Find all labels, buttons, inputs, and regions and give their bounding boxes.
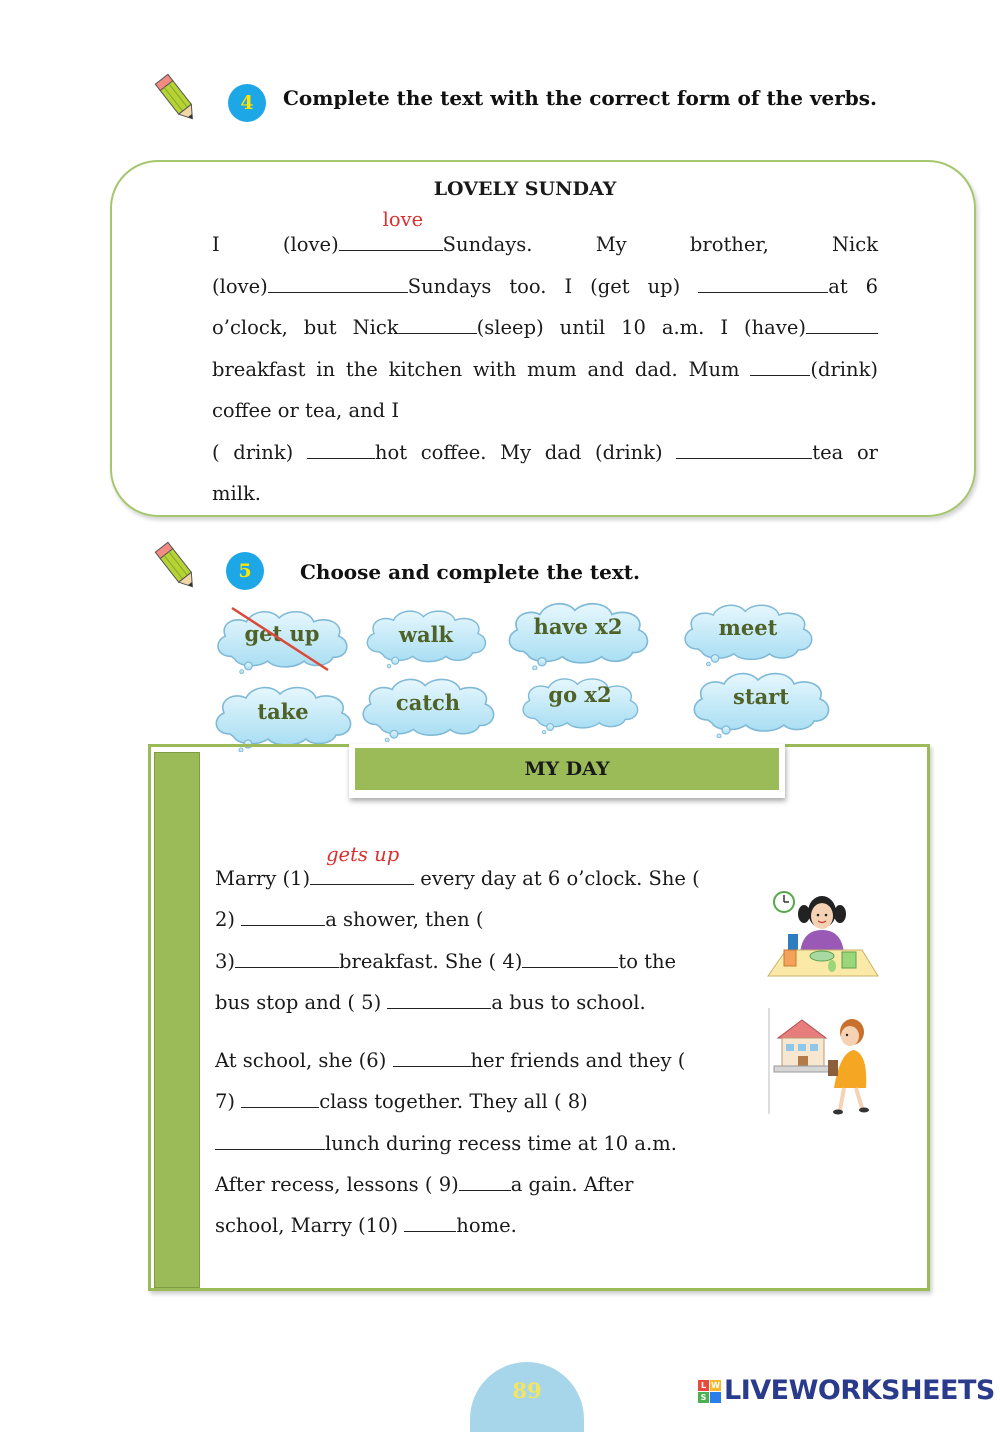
my-day-title-banner — [349, 744, 785, 798]
page-number: 89 — [512, 1378, 542, 1403]
my-day-blank-1[interactable] — [310, 843, 414, 885]
blank-3[interactable] — [698, 274, 828, 293]
word-cloud-go-x2[interactable] — [516, 668, 644, 740]
word-label: meet — [718, 615, 778, 640]
my-day-line-4: bus stop and ( 5) a bus to school. — [215, 990, 646, 1014]
blank-1[interactable] — [339, 208, 443, 251]
my-day-blank-6[interactable] — [393, 1048, 471, 1067]
word-cloud-meet[interactable] — [676, 600, 820, 666]
blank-8[interactable] — [676, 440, 812, 459]
word-cloud-walk[interactable] — [360, 604, 492, 670]
blank-6[interactable] — [750, 357, 810, 376]
text-line-2: (love) Sundays too. I (get up) at 6 — [212, 274, 879, 298]
my-day-line-1: Marry (1) gets up every day at 6 o’clock. She ( — [215, 843, 700, 890]
girl-school-illustration — [768, 1008, 872, 1118]
exercise-5-number: 5 — [238, 560, 252, 582]
my-day-line-3: 3) breakfast. She ( 4) to the — [215, 949, 677, 973]
text-line-1: I (love) love Sundays. My brother, Nick — [212, 208, 879, 256]
text-line-5: coffee or tea, and I — [212, 399, 400, 422]
exercise-5-instruction: Choose and complete the text. — [300, 560, 640, 584]
blank-4[interactable] — [399, 315, 477, 334]
green-side-bar — [154, 752, 200, 1288]
my-day-blank-2[interactable] — [241, 907, 325, 926]
my-day-paragraph-2 — [215, 1040, 715, 1246]
my-day-line-8: After recess, lessons ( 9) a gain. After — [215, 1172, 634, 1196]
word-cloud-get-up[interactable] — [210, 606, 354, 674]
my-day-paragraph-1 — [215, 843, 715, 1023]
my-day-blank-8[interactable] — [215, 1131, 325, 1150]
my-day-title: MY DAY — [355, 748, 779, 790]
blank-2[interactable] — [268, 274, 408, 293]
word-label: go x2 — [548, 682, 612, 707]
word-label: walk — [398, 622, 454, 647]
my-day-blank-9[interactable] — [459, 1172, 511, 1191]
word-label: start — [733, 684, 789, 709]
my-day-blank-3[interactable] — [235, 949, 339, 968]
word-cloud-start[interactable] — [686, 668, 836, 738]
exercise-4-number: 4 — [240, 92, 254, 114]
exercise-4-number-badge — [228, 84, 266, 122]
my-day-line-2: 2) a shower, then ( — [215, 908, 484, 932]
my-day-blank-7[interactable] — [241, 1089, 319, 1108]
liveworksheets-brand[interactable]: LIVEWORKSHEETS — [724, 1375, 995, 1406]
exercise-5-number-badge — [226, 552, 264, 590]
my-day-line-5: At school, she (6) her friends and they ( — [215, 1049, 686, 1072]
my-day-blank-1-answer: gets up — [326, 843, 400, 866]
my-day-line-6: 7) class together. They all ( 8) — [215, 1090, 588, 1114]
my-day-line-9: school, Marry (10) home. — [215, 1214, 517, 1238]
my-day-blank-4[interactable] — [522, 949, 618, 968]
word-label: take — [257, 699, 309, 724]
word-label: get up — [244, 621, 320, 646]
my-day-blank-5[interactable] — [387, 990, 491, 1009]
page-number-badge — [470, 1362, 584, 1432]
word-label: have x2 — [533, 614, 623, 639]
lovely-sunday-title: LOVELY SUNDAY — [433, 178, 617, 200]
word-cloud-have-x2[interactable] — [492, 598, 664, 670]
pencil-icon — [152, 538, 202, 596]
girl-breakfast-illustration — [766, 884, 880, 984]
blank-5[interactable] — [806, 315, 878, 334]
my-day-blank-10[interactable] — [404, 1213, 456, 1232]
pencil-icon — [152, 70, 202, 128]
word-label: catch — [395, 690, 461, 715]
word-cloud-take[interactable] — [208, 682, 358, 752]
text-line-6: ( drink) hot coffee. My dad (drink) tea or — [212, 440, 878, 464]
my-day-line-7: lunch during recess time at 10 a.m. — [215, 1123, 715, 1164]
word-cloud-catch[interactable] — [354, 674, 502, 742]
text-line-4: breakfast in the kitchen with mum and dad. Mum (drink) — [212, 357, 879, 381]
text-line-7: milk. — [212, 482, 261, 505]
exercise-4-instruction: Complete the text with the correct form of the verbs. — [283, 86, 877, 110]
blank-1-answer: love — [382, 208, 424, 231]
liveworksheets-logo-icon: L W S — [698, 1380, 722, 1404]
text-line-3: o’clock, but Nick (sleep) until 10 a.m. I (have) — [212, 307, 878, 349]
blank-7[interactable] — [307, 440, 375, 459]
lovely-sunday-text — [212, 208, 879, 515]
strike-through-line — [210, 606, 354, 674]
